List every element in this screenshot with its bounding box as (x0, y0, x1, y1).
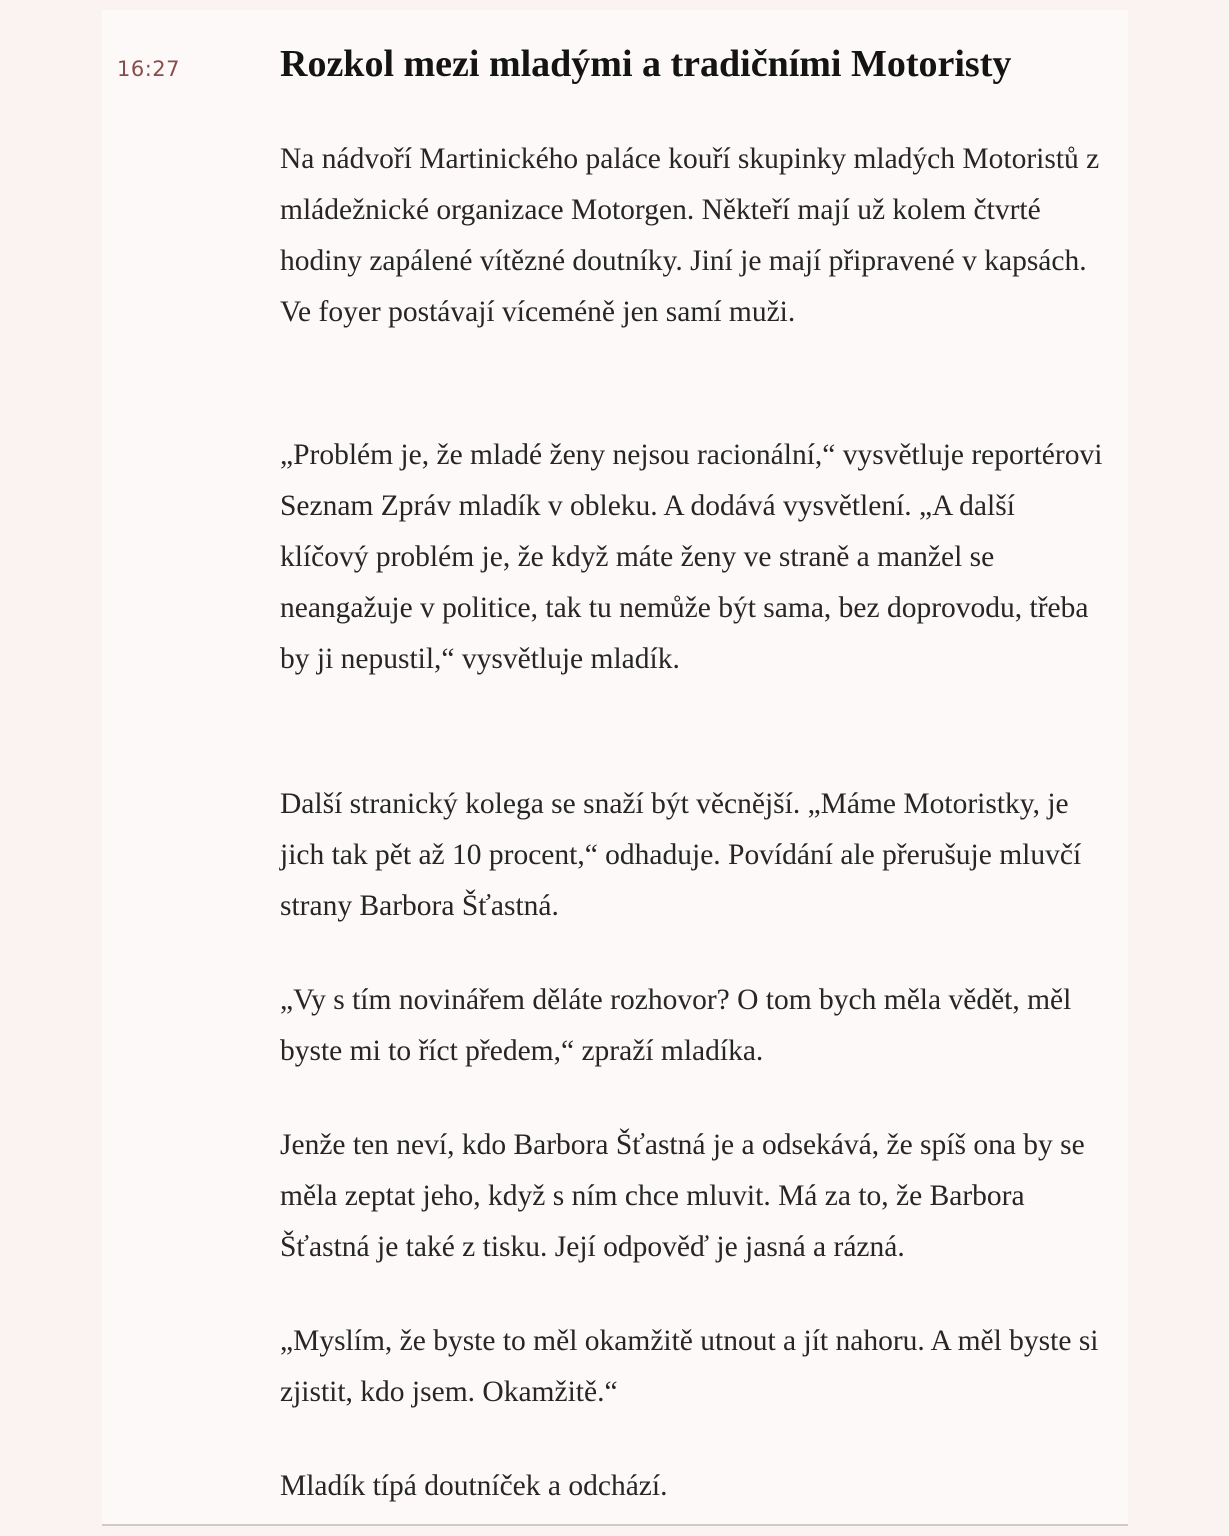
bottom-divider (102, 1524, 1128, 1526)
article-headline: Rozkol mezi mladými a tradičními Motoristy (280, 43, 1012, 85)
article-timestamp: 16:27 (117, 57, 181, 81)
paragraph: Mladík típá doutníček a odchází. (280, 1470, 668, 1502)
paragraph: Na nádvoří Martinického paláce kouří skupinky mladých Motoristů z mládežnické organizace Motorgen. Někteří mají už kolem čtvrté hodiny zapálené vítězné doutníky. Jiní je mají připravené v kapsách. Ve foyer postávají víceméně jen samí muži. (280, 143, 1100, 328)
paragraph: „Problém je, že mladé ženy nejsou racionální,“ vysvětluje reportérovi Seznam Zpráv mladík v obleku. A dodává vysvětlení. „A další klíčový problém je, že když máte ženy ve straně a manžel se neangažuje v politice, tak tu nemůže být sama, bez doprovodu, třeba by ji nepustil,“ vysvětluje mladík. (280, 439, 1103, 675)
paragraph: Další stranický kolega se snaží být věcnější. „Máme Motoristky, je jich tak pět až 10 procent,“ odhaduje. Povídání ale přerušuje mluvčí strany Barbora Šťastná. (280, 788, 1082, 922)
paragraph: Jenže ten neví, kdo Barbora Šťastná je a odsekává, že spíš ona by se měla zeptat jeho, když s ním chce mluvit. Má za to, že Barbora Šťastná je také z tisku. Její odpověď je jasná a rázná. (280, 1129, 1085, 1263)
paragraph: „Vy s tím novinářem děláte rozhovor? O tom bych měla vědět, měl byste mi to říct předem,“ zpraží mladíka. (280, 984, 1072, 1067)
paragraph: „Myslím, že byste to měl okamžitě utnout a jít nahoru. A měl byste si zjistit, kdo jsem. Okamžitě.“ (280, 1325, 1099, 1408)
